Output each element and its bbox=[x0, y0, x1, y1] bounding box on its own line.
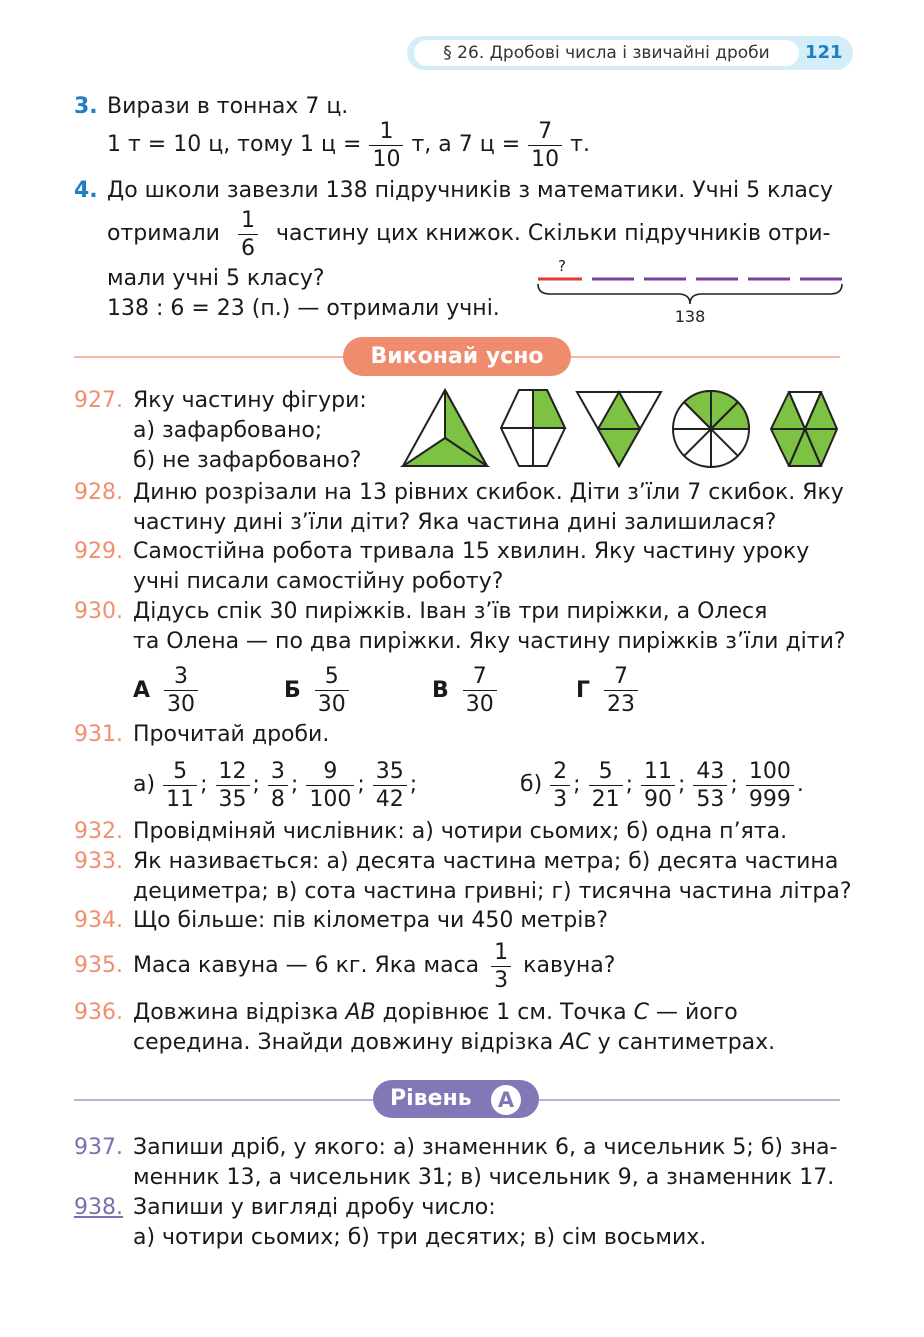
level-label: Рівень bbox=[390, 1086, 472, 1111]
fraction bbox=[238, 207, 258, 262]
denominator: 11 bbox=[163, 785, 197, 813]
denominator: 10 bbox=[369, 145, 403, 173]
segment-name: AC bbox=[560, 1030, 591, 1055]
example-4-number: 4. bbox=[74, 178, 98, 203]
denominator: 10 bbox=[528, 145, 562, 173]
circle-eighths-figure bbox=[673, 391, 749, 467]
numerator: 11 bbox=[644, 758, 672, 784]
separator: ; bbox=[573, 772, 581, 797]
separator: ; bbox=[290, 772, 299, 797]
numerator: 12 bbox=[218, 758, 247, 784]
answer-option-b[interactable] bbox=[284, 660, 352, 720]
fraction bbox=[315, 663, 349, 718]
answer-option-v[interactable] bbox=[432, 660, 500, 720]
text: т, а 7 ц = bbox=[411, 132, 521, 157]
level-letter-icon: А bbox=[491, 1085, 521, 1115]
exercise-927-line3: б) не зафарбовано? bbox=[133, 448, 362, 473]
text: дорівнює 1 см. Точка bbox=[382, 1000, 627, 1025]
question-mark-label: ? bbox=[558, 257, 566, 275]
exercise-935-line1 bbox=[133, 936, 615, 996]
fraction bbox=[268, 758, 288, 813]
exercise-937-line2: менник 13, а чисельник 31; в) чисельник 9, а знаменник 17. bbox=[133, 1165, 835, 1190]
denominator: 999 bbox=[746, 785, 794, 813]
exercise-931-number: 931. bbox=[74, 722, 123, 747]
hexagon-sixths-figure bbox=[771, 392, 837, 466]
option-letter: Б bbox=[284, 677, 301, 703]
shapes-figures bbox=[395, 386, 845, 472]
denominator: 53 bbox=[693, 785, 727, 813]
section-title-oral: Виконай усно bbox=[343, 337, 571, 376]
fraction bbox=[463, 663, 497, 718]
separator: ; bbox=[252, 772, 260, 797]
fraction bbox=[693, 758, 727, 813]
separator: ; bbox=[357, 772, 365, 797]
example-4-line3: мали учні 5 класу? bbox=[107, 266, 325, 291]
denominator: 90 bbox=[641, 785, 675, 813]
fraction bbox=[641, 758, 675, 813]
fraction bbox=[369, 118, 403, 173]
fractions-group-a bbox=[133, 755, 417, 815]
exercise-933-line1: Як називається: а) десята частина метра; б) десята частина bbox=[133, 849, 839, 874]
text: Маса кавуна — 6 кг. Яка маса bbox=[133, 953, 480, 978]
option-letter: В bbox=[432, 677, 449, 703]
denominator: 30 bbox=[164, 690, 198, 718]
exercise-934-number: 934. bbox=[74, 908, 123, 933]
exercise-929-line1: Самостійна робота тривала 15 хвилин. Яку частину уроку bbox=[133, 539, 810, 564]
fraction bbox=[746, 758, 794, 813]
exercise-933-line2: дециметра; в) сота частина гривні; г) тисячна частина літра? bbox=[133, 879, 852, 904]
fraction bbox=[163, 758, 197, 813]
text: 1 т = 10 ц, тому 1 ц = bbox=[107, 132, 362, 157]
numerator: 1 bbox=[379, 118, 394, 144]
inverted-triangle-figure bbox=[577, 392, 661, 466]
numerator: 9 bbox=[323, 758, 338, 784]
numerator: 7 bbox=[538, 118, 553, 144]
example-3-number: 3. bbox=[74, 94, 98, 119]
fraction bbox=[528, 118, 562, 173]
example-4-line4: 138 : 6 = 23 (п.) — отримали учні. bbox=[107, 296, 500, 321]
numerator: 7 bbox=[614, 663, 629, 689]
exercise-933-number: 933. bbox=[74, 849, 123, 874]
exercise-928-line1: Диню розрізали на 13 рівних скибок. Діти з’їли 7 скибок. Яку bbox=[133, 480, 844, 505]
exercise-937-number: 937. bbox=[74, 1135, 123, 1160]
text: частину цих книжок. Скільки підручників отри- bbox=[275, 221, 831, 246]
fraction bbox=[491, 939, 511, 994]
text: кавуна? bbox=[523, 953, 616, 978]
numerator: 3 bbox=[270, 758, 285, 784]
numerator: 5 bbox=[173, 758, 188, 784]
numerator: 1 bbox=[240, 207, 255, 233]
end-period: . bbox=[796, 772, 804, 797]
denominator: 23 bbox=[604, 690, 638, 718]
separator: ; bbox=[625, 772, 633, 797]
separator: ; bbox=[409, 772, 418, 797]
exercise-936-line2 bbox=[133, 1028, 775, 1058]
text: отримали bbox=[107, 221, 220, 246]
fraction bbox=[550, 758, 570, 813]
denominator: 21 bbox=[589, 785, 623, 813]
numerator: 5 bbox=[324, 663, 339, 689]
text: у сантиметрах. bbox=[597, 1030, 776, 1055]
exercise-936-line1 bbox=[133, 998, 738, 1028]
numerator: 3 bbox=[174, 663, 189, 689]
exercise-930-line2: та Олена — по два пиріжки. Яку частину пиріжків з’їли діти? bbox=[133, 629, 846, 654]
option-letter: А bbox=[133, 677, 151, 703]
fraction bbox=[373, 758, 407, 813]
fraction bbox=[216, 758, 250, 813]
denominator: 8 bbox=[268, 785, 288, 813]
triangle-figure bbox=[403, 390, 487, 466]
exercise-927-number: 927. bbox=[74, 388, 123, 413]
separator: ; bbox=[200, 772, 208, 797]
exercise-938-line1: Запиши у вигляді дробу число: bbox=[133, 1195, 496, 1220]
fraction bbox=[604, 663, 638, 718]
level-a-badge bbox=[373, 1080, 539, 1118]
exercise-932-line1: Провідміняй числівник: а) чотири сьомих; б) одна п’ята. bbox=[133, 819, 788, 844]
exercise-938-line2: а) чотири сьомих; б) три десятих; в) сім восьмих. bbox=[133, 1225, 707, 1250]
fractions-group-b bbox=[520, 755, 804, 815]
text: т. bbox=[570, 132, 590, 157]
exercise-929-line2: учні писали самостійну роботу? bbox=[133, 569, 504, 594]
exercise-927-line2: а) зафарбовано; bbox=[133, 418, 323, 443]
segment-diagram bbox=[530, 250, 850, 330]
exercise-929-number: 929. bbox=[74, 539, 123, 564]
numerator: 7 bbox=[472, 663, 487, 689]
text: — його bbox=[656, 1000, 738, 1025]
denominator: 30 bbox=[463, 690, 497, 718]
hexagon-quarters-figure bbox=[501, 390, 565, 466]
numerator: 5 bbox=[598, 758, 613, 784]
exercise-930-line1: Дідусь спік 30 пиріжків. Іван з’їв три пиріжки, а Олеся bbox=[133, 599, 768, 624]
exercise-927-line1: Яку частину фігури: bbox=[133, 388, 367, 413]
numerator: 100 bbox=[748, 758, 791, 784]
fraction bbox=[589, 758, 623, 813]
exercise-938-number: 938. bbox=[74, 1195, 123, 1220]
option-letter: Г bbox=[576, 677, 591, 703]
exercise-928-line2: частину дині з’їли діти? Яка частина дині залишилася? bbox=[133, 510, 777, 535]
example-3-line2 bbox=[107, 115, 590, 175]
total-label: 138 bbox=[674, 307, 706, 326]
exercise-935-number: 935. bbox=[74, 953, 123, 978]
numerator: 2 bbox=[553, 758, 568, 784]
example-4-line1: До школи завезли 138 підручників з математики. Учні 5 класу bbox=[107, 178, 834, 203]
fraction bbox=[164, 663, 198, 718]
exercise-937-line1: Запиши дріб, у якого: а) знаменник 6, а чисельник 5; б) зна- bbox=[133, 1135, 838, 1160]
segment-name: AB bbox=[345, 1000, 376, 1025]
point-name: C bbox=[633, 1000, 649, 1025]
denominator: 35 bbox=[216, 785, 250, 813]
answer-option-a[interactable] bbox=[133, 660, 201, 720]
exercise-928-number: 928. bbox=[74, 480, 123, 505]
numerator: 1 bbox=[494, 939, 509, 965]
example-3-line1: Вирази в тоннах 7 ц. bbox=[107, 94, 349, 119]
exercise-930-number: 930. bbox=[74, 599, 123, 624]
numerator: 35 bbox=[375, 758, 404, 784]
exercise-934-line1: Що більше: пів кілометра чи 450 метрів? bbox=[133, 908, 608, 933]
fraction bbox=[306, 758, 354, 813]
brace bbox=[538, 284, 842, 304]
group-label: а) bbox=[133, 772, 156, 797]
denominator: 42 bbox=[373, 785, 407, 813]
section-title: § 26. Дробові числа і звичайні дроби bbox=[414, 40, 799, 66]
group-label: б) bbox=[520, 772, 543, 797]
text: Довжина відрізка bbox=[133, 1000, 339, 1025]
numerator: 43 bbox=[696, 758, 725, 784]
denominator: 6 bbox=[238, 234, 258, 262]
denominator: 3 bbox=[491, 966, 511, 994]
denominator: 30 bbox=[315, 690, 349, 718]
answer-option-g[interactable] bbox=[576, 660, 641, 720]
exercise-936-number: 936. bbox=[74, 1000, 123, 1025]
separator: ; bbox=[730, 772, 738, 797]
exercise-932-number: 932. bbox=[74, 819, 123, 844]
page-number: 121 bbox=[805, 42, 843, 63]
denominator: 100 bbox=[306, 785, 354, 813]
exercise-931-line1: Прочитай дроби. bbox=[133, 722, 330, 747]
separator: ; bbox=[678, 772, 686, 797]
text: середина. Знайди довжину відрізка bbox=[133, 1030, 554, 1055]
denominator: 3 bbox=[550, 785, 570, 813]
